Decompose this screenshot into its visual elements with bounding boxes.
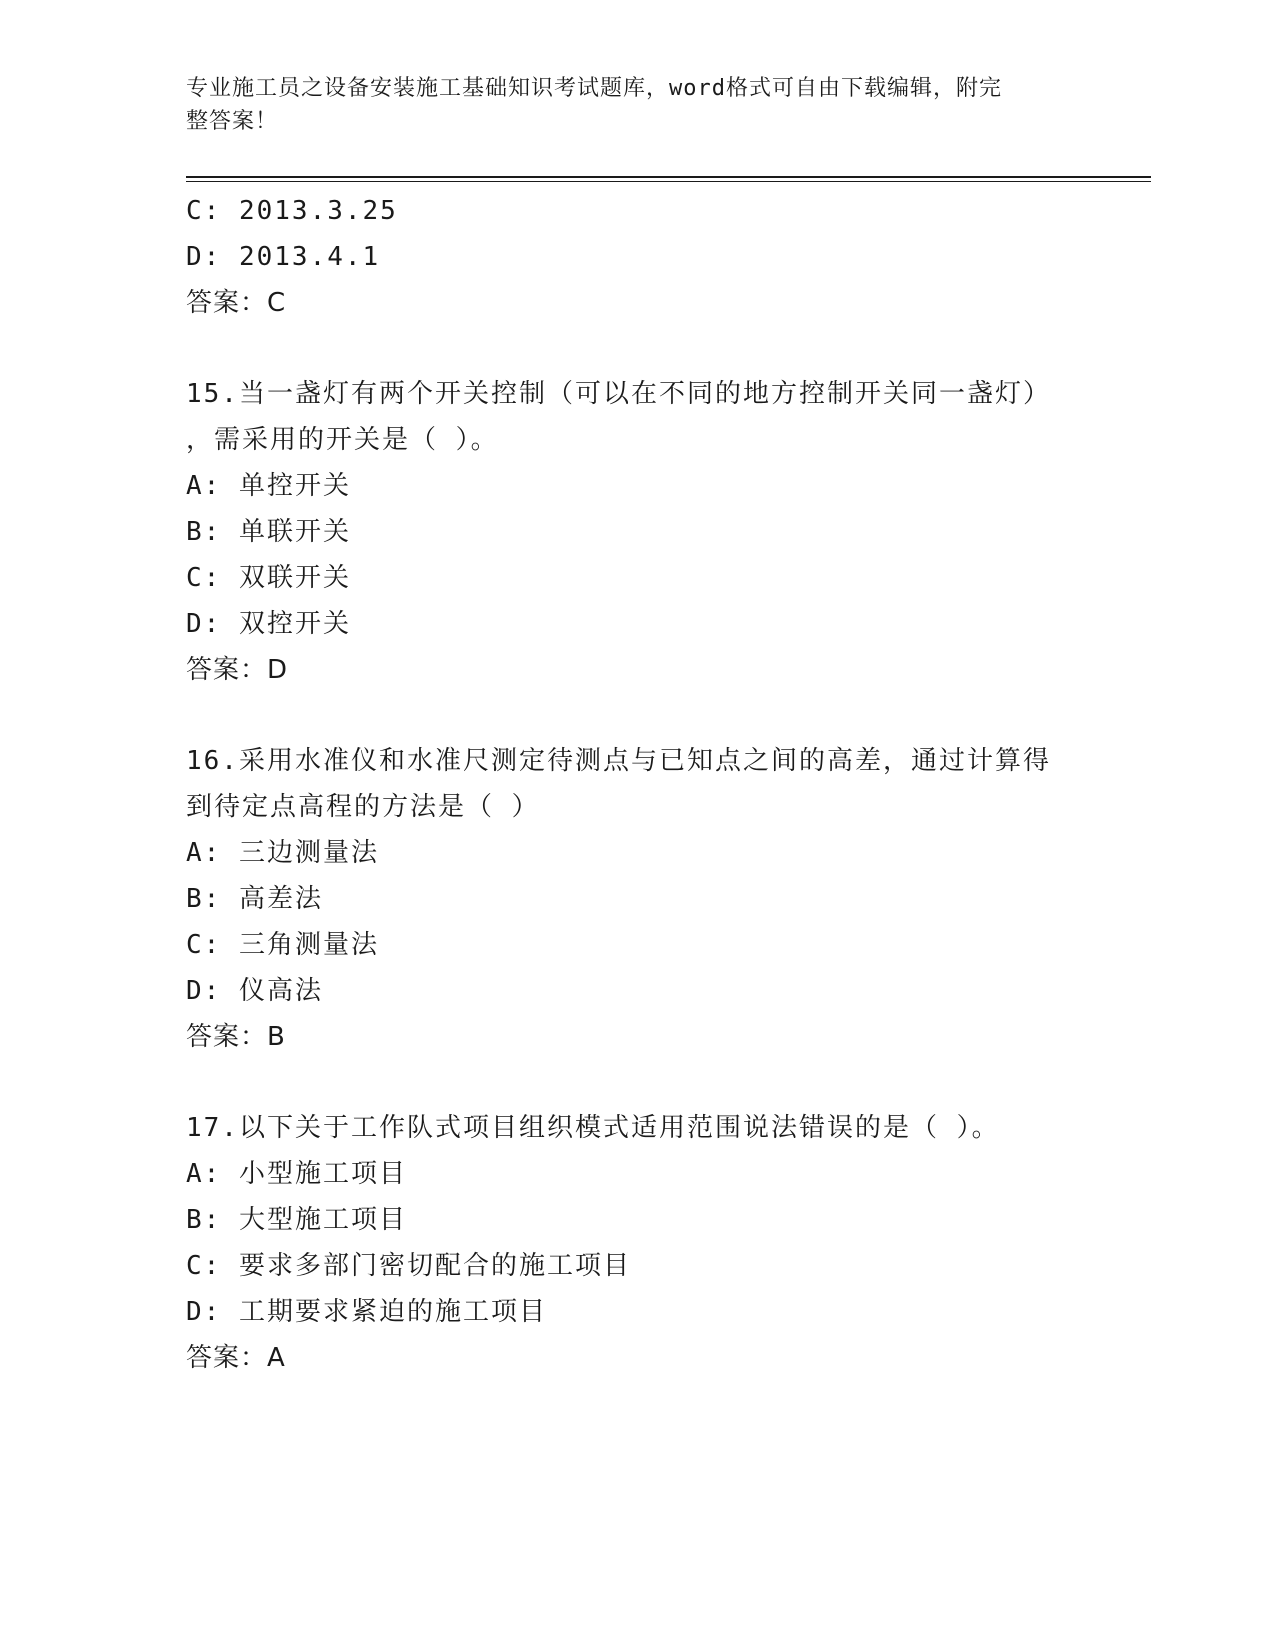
question-17-answer: 答案：A [186, 1343, 286, 1373]
question-17-option-a: A: 小型施工项目 [186, 1159, 407, 1189]
question-17 [186, 1105, 1086, 1381]
page-header [186, 72, 1086, 138]
question-16-option-d: D: 仪高法 [186, 976, 323, 1006]
question-17-option-c: C: 要求多部门密切配合的施工项目 [186, 1251, 631, 1281]
header-divider-thick [186, 176, 1151, 178]
question-15-stem-line-2: ，需采用的开关是（ ）。 [186, 425, 499, 455]
question-17-stem-line-1: 17.以下关于工作队式项目组织模式适用范围说法错误的是（ ）。 [186, 1113, 1000, 1143]
spacer [186, 1060, 1086, 1105]
question-14-tail [186, 188, 1086, 326]
question-16-option-b: B: 高差法 [186, 884, 323, 914]
question-16-stem-line-2: 到待定点高程的方法是（ ） [186, 792, 540, 822]
question-15-option-a: A: 单控开关 [186, 471, 351, 501]
question-16-option-c: C: 三角测量法 [186, 930, 379, 960]
question-17-option-d: D: 工期要求紧迫的施工项目 [186, 1297, 547, 1327]
question-17-option-b: B: 大型施工项目 [186, 1205, 407, 1235]
question-14-option-c: C: 2013.3.25 [186, 196, 398, 226]
question-16-option-a: A: 三边测量法 [186, 838, 379, 868]
header-title-line-2: 整答案！ [186, 109, 279, 134]
spacer [186, 326, 1086, 371]
question-16-answer: 答案：B [186, 1022, 286, 1052]
spacer [186, 693, 1086, 738]
question-14-answer: 答案：C [186, 288, 287, 318]
question-15-stem-line-1: 15.当一盏灯有两个开关控制（可以在不同的地方控制开关同一盏灯） [186, 379, 1051, 409]
question-16-stem-line-1: 16.采用水准仪和水准尺测定待测点与已知点之间的高差，通过计算得 [186, 746, 1051, 776]
question-15-answer: 答案：D [186, 655, 289, 685]
question-16 [186, 738, 1086, 1060]
question-14-option-d: D: 2013.4.1 [186, 242, 381, 272]
document-body [186, 188, 1086, 1381]
question-15 [186, 371, 1086, 693]
question-15-option-c: C: 双联开关 [186, 563, 351, 593]
question-15-option-b: B: 单联开关 [186, 517, 351, 547]
question-15-option-d: D: 双控开关 [186, 609, 351, 639]
header-title-line-1: 专业施工员之设备安装施工基础知识考试题库，word格式可自由下载编辑，附完 [186, 76, 1002, 101]
header-divider-thin [186, 181, 1151, 182]
